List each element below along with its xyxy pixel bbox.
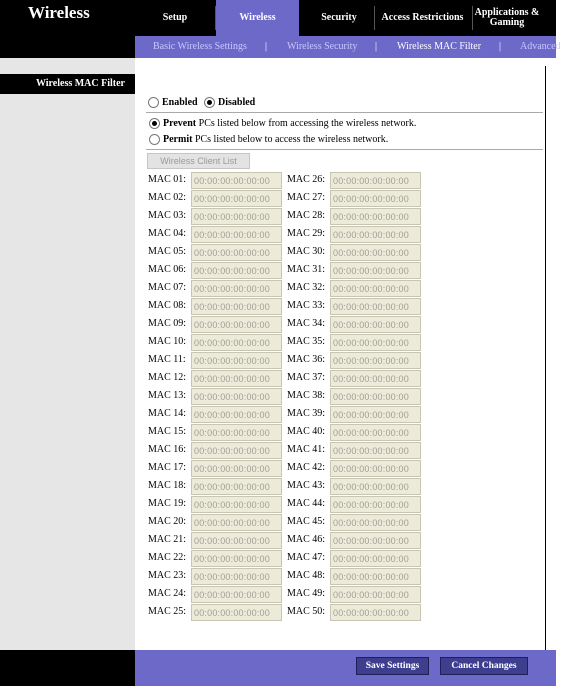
- filter-disable-option[interactable]: [204, 97, 255, 108]
- permit-radio[interactable]: [149, 134, 160, 145]
- mac-address-field[interactable]: 00:00:00:00:00:00: [330, 208, 421, 225]
- mac-entry-label: MAC 14:: [148, 408, 187, 419]
- mac-address-field[interactable]: 00:00:00:00:00:00: [191, 172, 282, 189]
- mac-entry-label: MAC 05:: [148, 246, 187, 257]
- mac-address-field[interactable]: 00:00:00:00:00:00: [330, 496, 421, 513]
- mac-entry-label: MAC 28:: [287, 210, 326, 221]
- mac-address-field[interactable]: 00:00:00:00:00:00: [330, 316, 421, 333]
- permit-desc: PCs listed below to access the wireless network.: [192, 134, 389, 145]
- disable-label: Disabled: [218, 97, 256, 108]
- mac-entry-label: MAC 13:: [148, 390, 187, 401]
- mac-address-field[interactable]: 00:00:00:00:00:00: [191, 604, 282, 621]
- tab-access-restrictions[interactable]: Access Restrictions: [381, 12, 464, 23]
- mac-address-field[interactable]: 00:00:00:00:00:00: [330, 568, 421, 585]
- section-header: [0, 74, 135, 94]
- subnav-separator: |: [265, 41, 268, 52]
- mac-entry-label: MAC 15:: [148, 426, 187, 437]
- save-settings-button[interactable]: Save Settings: [356, 657, 429, 675]
- section-title: Wireless MAC Filter: [35, 78, 125, 89]
- subnav-wireless-security[interactable]: Wireless Security: [287, 41, 358, 52]
- mac-address-field[interactable]: 00:00:00:00:00:00: [330, 262, 421, 279]
- subnav-separator: |: [499, 41, 502, 52]
- right-edge: [545, 58, 556, 650]
- mac-entry-label: MAC 04:: [148, 228, 187, 239]
- mac-entry-label: MAC 44:: [287, 498, 326, 509]
- subnav-basic-wireless-settings[interactable]: Basic Wireless Settings: [153, 41, 247, 52]
- mac-entry-label: MAC 33:: [287, 300, 326, 311]
- mac-entry-label: MAC 29:: [287, 228, 326, 239]
- mac-address-field[interactable]: 00:00:00:00:00:00: [330, 478, 421, 495]
- mac-entry-label: MAC 46:: [287, 534, 326, 545]
- mac-address-field[interactable]: 00:00:00:00:00:00: [191, 406, 282, 423]
- mac-entry-label: MAC 39:: [287, 408, 326, 419]
- permit-option[interactable]: [149, 134, 388, 145]
- permit-text: [163, 134, 388, 145]
- cancel-changes-button[interactable]: Cancel Changes: [440, 657, 528, 675]
- permit-strong: Permit: [163, 134, 193, 145]
- left-panel: [0, 58, 135, 650]
- mac-entry-label: MAC 17:: [148, 462, 187, 473]
- mac-address-field[interactable]: 00:00:00:00:00:00: [330, 550, 421, 567]
- enable-label: Enabled: [162, 97, 198, 108]
- mac-entry-label: MAC 43:: [287, 480, 326, 491]
- mac-address-field[interactable]: 00:00:00:00:00:00: [330, 352, 421, 369]
- mac-entry-label: MAC 45:: [287, 516, 326, 527]
- mac-address-field[interactable]: 00:00:00:00:00:00: [191, 316, 282, 333]
- divider: [146, 149, 543, 150]
- mac-address-field[interactable]: 00:00:00:00:00:00: [191, 478, 282, 495]
- mac-address-field[interactable]: 00:00:00:00:00:00: [191, 568, 282, 585]
- mac-address-field[interactable]: 00:00:00:00:00:00: [191, 388, 282, 405]
- mac-address-field[interactable]: 00:00:00:00:00:00: [330, 280, 421, 297]
- mac-entry-label: MAC 08:: [148, 300, 187, 311]
- mac-address-field[interactable]: 00:00:00:00:00:00: [330, 532, 421, 549]
- mac-entry-label: MAC 47:: [287, 552, 326, 563]
- mac-address-field[interactable]: 00:00:00:00:00:00: [191, 550, 282, 567]
- mac-entry-label: MAC 30:: [287, 246, 326, 257]
- tab-security[interactable]: Security: [321, 12, 357, 23]
- prevent-strong: Prevent: [163, 118, 197, 129]
- mac-entry-label: MAC 35:: [287, 336, 326, 347]
- mac-entry-label: MAC 49:: [287, 588, 326, 599]
- tab-wireless[interactable]: Wireless: [216, 0, 299, 36]
- mac-address-field[interactable]: 00:00:00:00:00:00: [330, 244, 421, 261]
- mac-entry-label: MAC 20:: [148, 516, 187, 527]
- enable-radio[interactable]: [148, 97, 159, 108]
- mac-address-field[interactable]: 00:00:00:00:00:00: [330, 298, 421, 315]
- mac-entry-label: MAC 41:: [287, 444, 326, 455]
- mac-address-field[interactable]: 00:00:00:00:00:00: [191, 226, 282, 243]
- mac-entry-label: MAC 31:: [287, 264, 326, 275]
- mac-entry-label: MAC 01:: [148, 174, 187, 185]
- mac-entry-label: MAC 03:: [148, 210, 187, 221]
- mac-address-field[interactable]: 00:00:00:00:00:00: [191, 460, 282, 477]
- mac-address-field[interactable]: 00:00:00:00:00:00: [330, 190, 421, 207]
- mac-entry-label: MAC 34:: [287, 318, 326, 329]
- disable-radio[interactable]: [204, 97, 215, 108]
- mac-entry-label: MAC 27:: [287, 192, 326, 203]
- divider: [146, 112, 543, 113]
- mac-address-field[interactable]: 00:00:00:00:00:00: [330, 334, 421, 351]
- mac-entry-label: MAC 22:: [148, 552, 187, 563]
- prevent-option[interactable]: [149, 118, 416, 129]
- page-title: Wireless: [28, 3, 90, 22]
- mac-address-field[interactable]: 00:00:00:00:00:00: [191, 262, 282, 279]
- filter-enable-option[interactable]: [148, 97, 198, 108]
- mac-entry-label: MAC 38:: [287, 390, 326, 401]
- mac-entry-label: MAC 12:: [148, 372, 187, 383]
- mac-address-field[interactable]: 00:00:00:00:00:00: [330, 460, 421, 477]
- mac-address-field[interactable]: 00:00:00:00:00:00: [191, 496, 282, 513]
- mac-address-field[interactable]: 00:00:00:00:00:00: [191, 334, 282, 351]
- mac-entry-label: MAC 07:: [148, 282, 187, 293]
- mac-address-field[interactable]: 00:00:00:00:00:00: [330, 586, 421, 603]
- prevent-desc: PCs listed below from accessing the wireless network.: [196, 118, 417, 129]
- mac-address-field[interactable]: 00:00:00:00:00:00: [191, 532, 282, 549]
- mac-entry-label: MAC 23:: [148, 570, 187, 581]
- mac-address-field[interactable]: 00:00:00:00:00:00: [330, 514, 421, 531]
- mac-address-field[interactable]: 00:00:00:00:00:00: [191, 244, 282, 261]
- mac-address-field[interactable]: 00:00:00:00:00:00: [330, 388, 421, 405]
- mac-address-field[interactable]: 00:00:00:00:00:00: [191, 586, 282, 603]
- mac-address-field[interactable]: 00:00:00:00:00:00: [191, 514, 282, 531]
- tab-applications-gaming[interactable]: Applications & Gaming: [474, 7, 540, 28]
- mac-entry-label: MAC 40:: [287, 426, 326, 437]
- mac-entry-label: MAC 50:: [287, 606, 326, 617]
- mac-address-field[interactable]: 00:00:00:00:00:00: [191, 280, 282, 297]
- brand-block: [0, 0, 135, 58]
- mac-address-field[interactable]: 00:00:00:00:00:00: [330, 172, 421, 189]
- mac-entry-label: MAC 48:: [287, 570, 326, 581]
- mac-entry-label: MAC 32:: [287, 282, 326, 293]
- mac-entry-label: MAC 18:: [148, 480, 187, 491]
- mac-entry-label: MAC 02:: [148, 192, 187, 203]
- mac-address-field[interactable]: 00:00:00:00:00:00: [330, 226, 421, 243]
- mac-entry-label: MAC 16:: [148, 444, 187, 455]
- sub-nav: [135, 36, 561, 58]
- main-nav: [135, 0, 556, 36]
- mac-address-field[interactable]: 00:00:00:00:00:00: [191, 208, 282, 225]
- mac-address-field[interactable]: 00:00:00:00:00:00: [330, 424, 421, 441]
- mac-entry-label: MAC 10:: [148, 336, 187, 347]
- mac-entry-label: MAC 11:: [148, 354, 186, 365]
- mac-entry-label: MAC 37:: [287, 372, 326, 383]
- mac-address-field[interactable]: 00:00:00:00:00:00: [191, 370, 282, 387]
- mac-entry-label: MAC 36:: [287, 354, 326, 365]
- mac-address-field[interactable]: 00:00:00:00:00:00: [330, 604, 421, 621]
- mac-address-field[interactable]: 00:00:00:00:00:00: [330, 406, 421, 423]
- mac-address-field[interactable]: 00:00:00:00:00:00: [191, 442, 282, 459]
- wireless-client-list-button[interactable]: Wireless Client List: [147, 153, 250, 169]
- mac-address-field[interactable]: 00:00:00:00:00:00: [191, 424, 282, 441]
- mac-entry-label: MAC 09:: [148, 318, 187, 329]
- mac-address-field[interactable]: 00:00:00:00:00:00: [330, 442, 421, 459]
- mac-address-field[interactable]: 00:00:00:00:00:00: [191, 298, 282, 315]
- mac-entry-label: MAC 24:: [148, 588, 187, 599]
- mac-address-field[interactable]: 00:00:00:00:00:00: [191, 352, 282, 369]
- mac-entry-label: MAC 06:: [148, 264, 187, 275]
- mac-entry-label: MAC 42:: [287, 462, 326, 473]
- mac-entry-label: MAC 25:: [148, 606, 187, 617]
- tab-setup[interactable]: Setup: [162, 12, 188, 23]
- subnav-wireless-mac-filter[interactable]: Wireless MAC Filter: [397, 41, 482, 52]
- mac-address-field[interactable]: 00:00:00:00:00:00: [330, 370, 421, 387]
- content-border: [545, 66, 546, 650]
- subnav-advanced[interactable]: Advanced: [520, 41, 561, 52]
- prevent-text: [163, 118, 416, 129]
- mac-entry-label: MAC 26:: [287, 174, 326, 185]
- subnav-separator: |: [375, 41, 378, 52]
- mac-address-field[interactable]: 00:00:00:00:00:00: [191, 190, 282, 207]
- mac-entry-label: MAC 19:: [148, 498, 187, 509]
- footer-left: [0, 650, 135, 686]
- mac-entry-label: MAC 21:: [148, 534, 187, 545]
- prevent-radio[interactable]: [149, 118, 160, 129]
